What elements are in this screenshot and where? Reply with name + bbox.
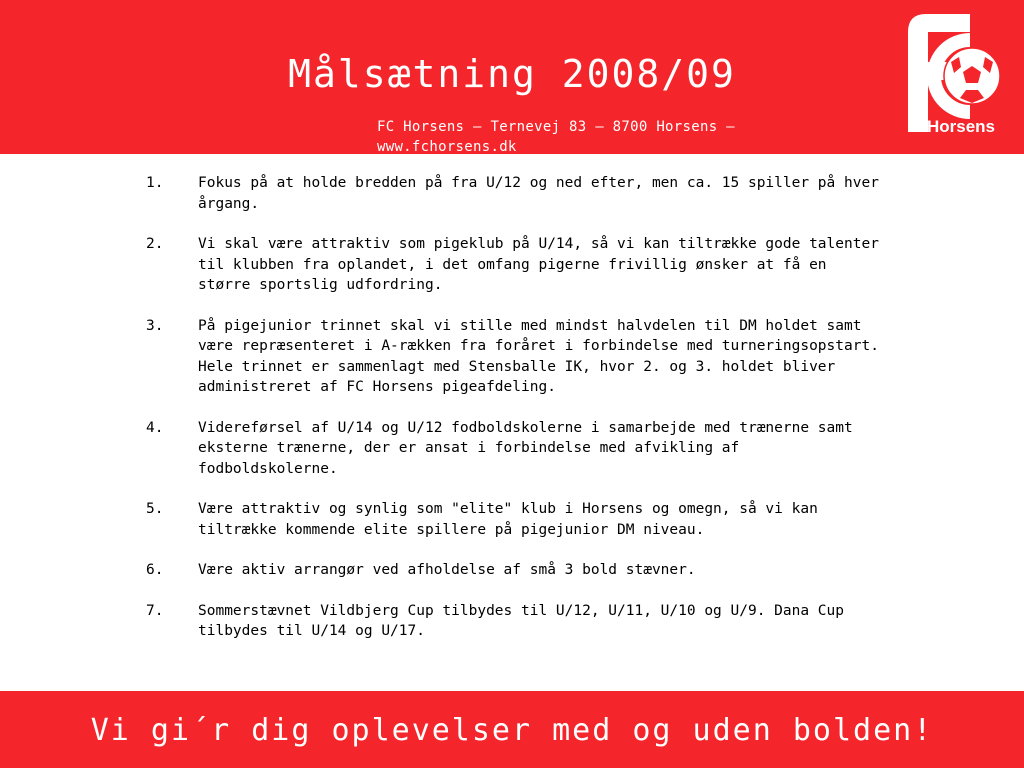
goal-number: 5.: [146, 501, 164, 517]
goal-number: 3.: [146, 317, 164, 334]
goal-text: Videreførsel af U/14 og U/12 fodboldskolerne i samarbejde med trænerne samt eksterne trænerne, der er ansat i forbindelse med afvikling af fodboldskolerne.: [198, 419, 853, 477]
goal-number: 2.: [146, 236, 164, 252]
goal-text: Vi skal være attraktiv som pigeklub på U/14, så vi kan tiltrække gode talenter til klubben fra oplandet, i det omfang pigerne frivillig ønsker at få en større sportslig udfordring.: [198, 236, 879, 293]
header-banner: [0, 0, 1024, 154]
goal-item: [146, 499, 886, 540]
club-address: FC Horsens – Ternevej 83 – 8700 Horsens – www.fchorsens.dk: [377, 119, 735, 155]
footer-slogan: Vi gi´r dig oplevelser med og uden bolden!: [90, 713, 934, 748]
goal-text: Sommerstævnet Vildbjerg Cup tilbydes til U/12, U/11, U/10 og U/9. Dana Cup tilbydes til U/14 og U/17.: [198, 602, 845, 639]
goal-item: [146, 560, 886, 581]
fc-horsens-logo: [904, 10, 1006, 136]
goal-number: 6.: [146, 562, 164, 578]
footer-banner: [0, 691, 1024, 768]
goal-number: 1.: [146, 175, 164, 191]
goal-number: 7.: [146, 602, 164, 619]
goals-list: [146, 173, 886, 662]
goal-text: Fokus på at holde bredden på fra U/12 og ned efter, men ca. 15 spiller på hver årgang.: [198, 175, 879, 212]
goals-content: [0, 154, 1024, 691]
goal-item: [146, 418, 886, 480]
page-title: Målsætning 2008/09: [288, 52, 736, 96]
goal-item: [146, 601, 886, 642]
goal-text: På pigejunior trinnet skal vi stille med mindst halvdelen til DM holdet samt være repræsenteret i A-rækken fra foråret i forbindelse med turneringsopstart. Hele trinnet er sammenlagt med Stensballe IK, hvor 2. og 3. holdet bliver administreret af FC Horsens pigeafdeling.: [198, 317, 879, 395]
goal-item: [146, 316, 886, 398]
logo-text: Horsens: [926, 117, 996, 136]
goal-item: [146, 234, 886, 296]
goal-text: Være aktiv arrangør ved afholdelse af små 3 bold stævner.: [198, 562, 696, 578]
goal-text: Være attraktiv og synlig som "elite" klub i Horsens og omegn, så vi kan tiltrække kommende elite spillere på pigejunior DM niveau.: [198, 501, 818, 538]
goal-item: [146, 173, 886, 214]
goal-number: 4.: [146, 419, 164, 436]
